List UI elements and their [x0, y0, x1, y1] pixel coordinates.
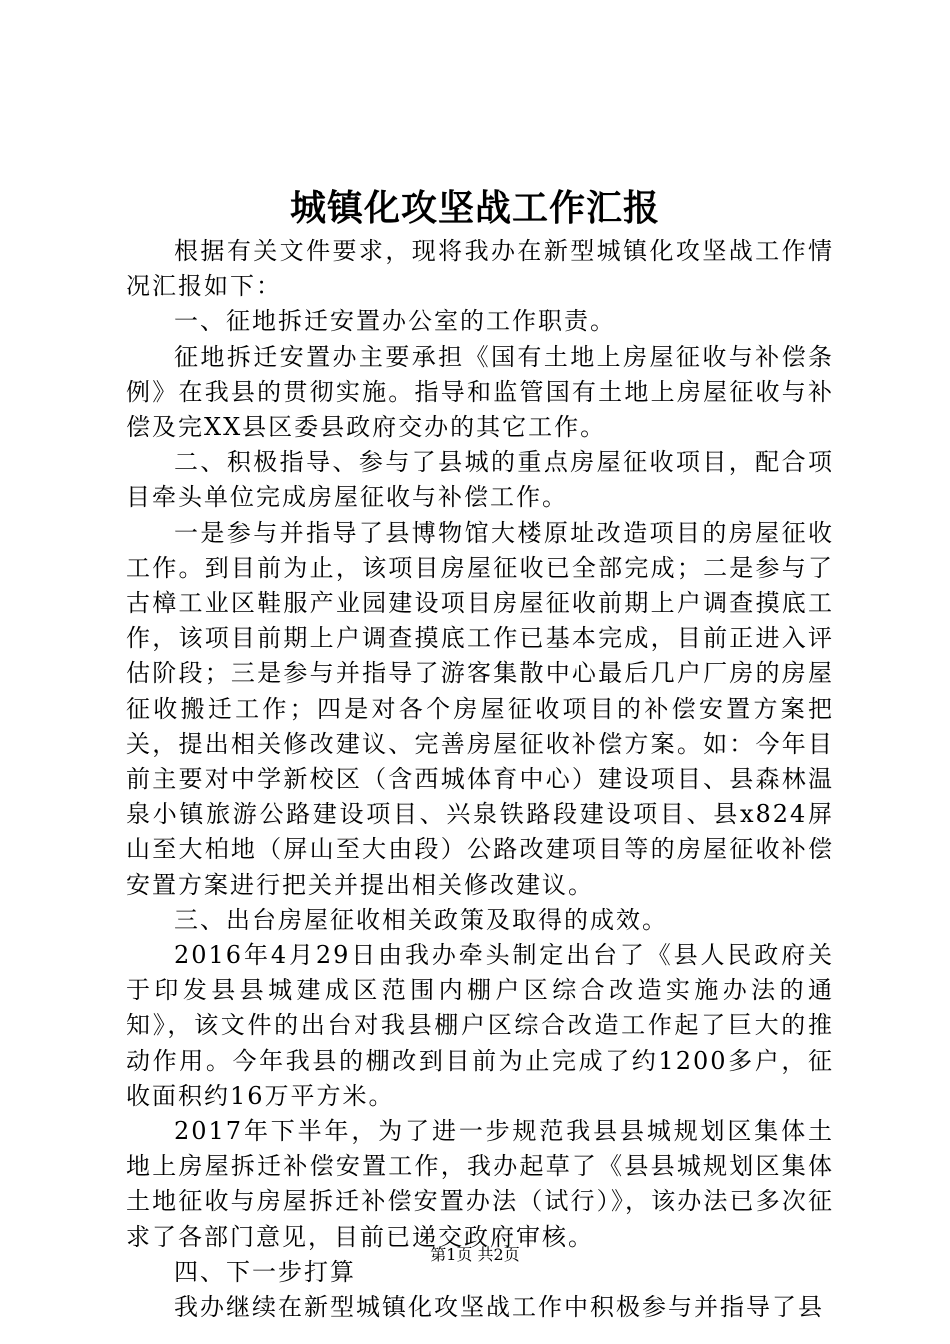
section-heading-2: 二、积极指导、参与了县城的重点房屋征收项目，配合项目牵头单位完成房屋征收与补偿工作。	[126, 448, 834, 512]
paragraph-duties: 征地拆迁安置办主要承担《国有土地上房屋征收与补偿条例》在我县的贯彻实施。指导和监管国有土地上房屋征收与补偿及完XX县区委县政府交办的其它工作。	[126, 342, 834, 442]
paragraph-projects: 一是参与并指导了县博物馆大楼原址改造项目的房屋征收工作。到目前为止，该项目房屋征收已全部完成；二是参与了古樟工业区鞋服产业园建设项目房屋征收前期上户调查摸底工作，该项目前期上户调查摸底工作已基本完成，目前正进入评估阶段；三是参与并指导了游客集散中心最后几户厂房的房屋征收搬迁工作；四是对各个房屋征收项目的补偿安置方案把关，提出相关修改建议、完善房屋征收补偿方案。如：今年目前主要对中学新校区（含西城体育中心）建设项目、县森林温泉小镇旅游公路建设项目、兴泉铁路段建设项目、县x824屏山至大柏地（屏山至大由段）公路改建项目等的房屋征收补偿安置方案进行把关并提出相关修改建议。	[126, 518, 834, 899]
document-body	[126, 234, 834, 1325]
document-title: 城镇化攻坚战工作汇报	[289, 187, 660, 229]
section-heading-4: 四、下一步打算	[174, 1257, 356, 1286]
paragraph-policy-2017: 2017年下半年，为了进一步规范我县县城规划区集体土地上房屋拆迁补偿安置工作，我办起草了《县县城规划区集体土地征收与房屋拆迁补偿安置办法（试行）》，该办法已多次征求了各部门意见，目前已递交政府审核。	[126, 1117, 834, 1251]
paragraph-next-steps: 我办继续在新型城镇化攻坚战工作中积极参与并指导了县	[174, 1293, 824, 1322]
paragraph-intro: 根据有关文件要求，现将我办在新型城镇化攻坚战工作情况汇报如下：	[126, 237, 834, 301]
paragraph-policy-2016: 2016年4月29日由我办牵头制定出台了《县人民政府关于印发县县城建成区范围内棚户区综合改造实施办法的通知》，该文件的出台对我县棚户区综合改造工作起了巨大的推动作用。今年我县的棚改到目前为止完成了约1200多户，征收面积约16万平方米。	[126, 941, 834, 1110]
section-heading-3: 三、出台房屋征收相关政策及取得的成效。	[174, 905, 668, 934]
page-number-footer: 第1页 共2页	[430, 1245, 520, 1264]
section-heading-1: 一、征地拆迁安置办公室的工作职责。	[174, 307, 616, 336]
